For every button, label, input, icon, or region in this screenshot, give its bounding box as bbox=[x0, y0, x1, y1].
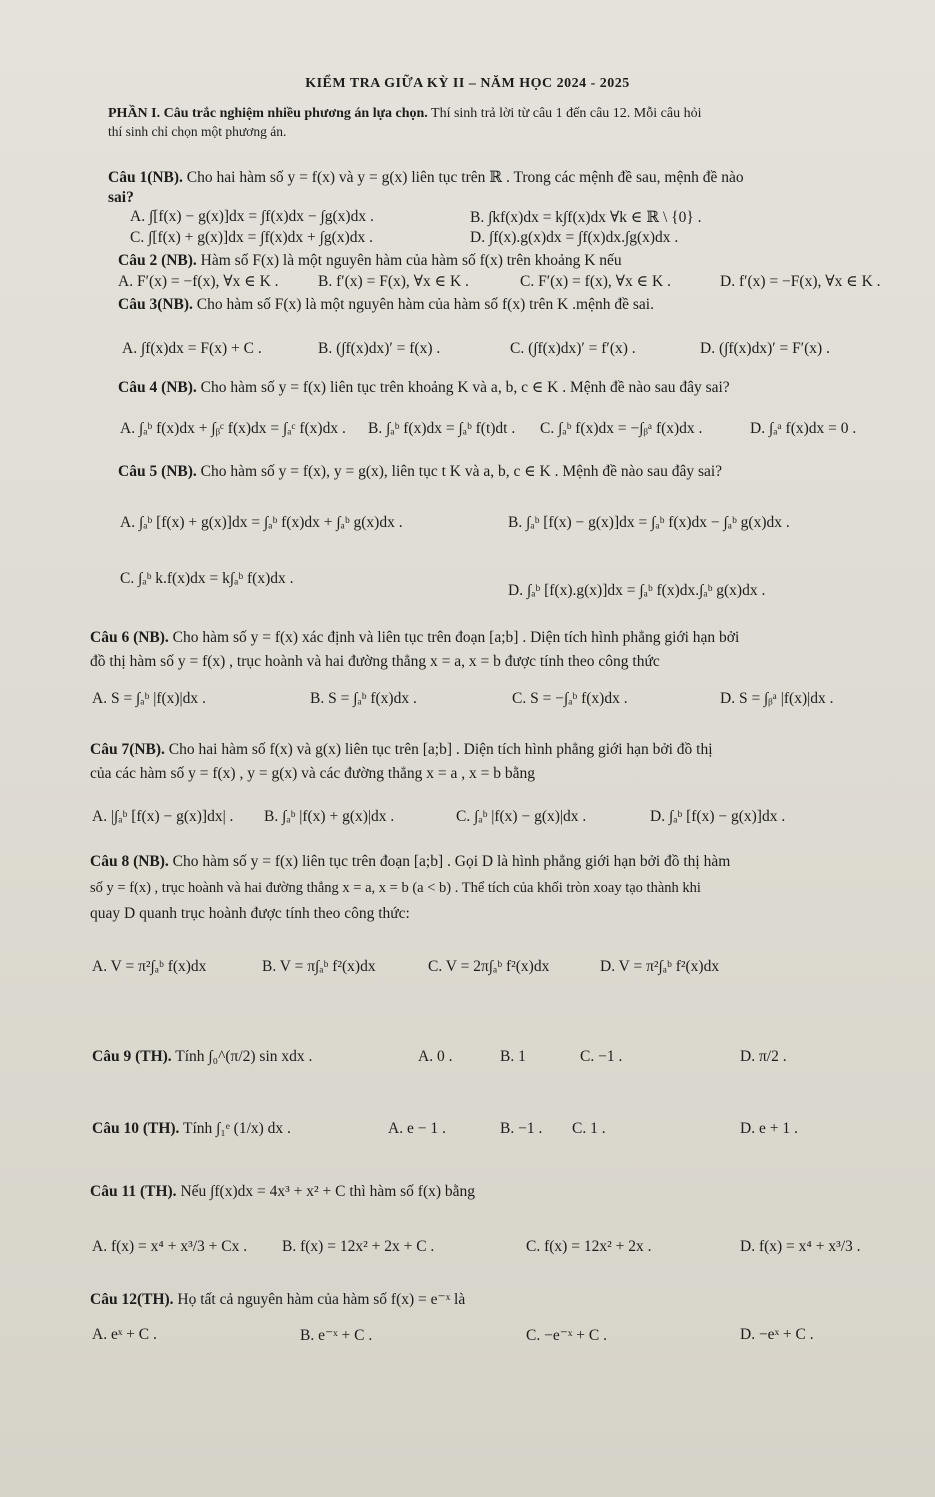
question-5-label: Câu 5 (NB). bbox=[118, 463, 197, 480]
question-11 bbox=[90, 1182, 935, 1202]
question-7-text: Cho hai hàm số f(x) và g(x) liên tục trên [a;b] . Diện tích hình phẳng giới hạn bởi đồ thị bbox=[168, 741, 713, 758]
q7-option-d: D. ∫ₐᵇ [f(x) − g(x)]dx . bbox=[650, 808, 786, 825]
q12-option-b: B. e⁻ˣ + C . bbox=[300, 1327, 373, 1344]
question-12-label: Câu 12(TH). bbox=[90, 1291, 174, 1308]
question-8-text2: số y = f(x) , trục hoành và hai đường thẳng x = a, x = b (a < b) . Thể tích của khối tròn xoay tạo thành khi bbox=[90, 880, 701, 896]
q5-option-c: C. ∫ₐᵇ k.f(x)dx = k∫ₐᵇ f(x)dx . bbox=[120, 570, 294, 587]
question-10 bbox=[92, 1120, 291, 1138]
question-2-label: Câu 2 (NB). bbox=[118, 252, 197, 269]
q10-option-c: C. 1 . bbox=[572, 1120, 606, 1137]
q3-option-d: D. (∫f(x)dx)′ = F′(x) . bbox=[700, 340, 830, 357]
question-3-label: Câu 3(NB). bbox=[118, 296, 193, 313]
q1-option-c: C. ∫[f(x) + g(x)]dx = ∫f(x)dx + ∫g(x)dx . bbox=[130, 229, 373, 246]
question-10-text: Tính ∫₁ᵉ (1/x) dx . bbox=[183, 1120, 291, 1137]
question-7-text2: của các hàm số y = f(x) , y = g(x) và các đường thẳng x = a , x = b bằng bbox=[90, 765, 535, 782]
question-6 bbox=[90, 628, 935, 648]
question-9-label: Câu 9 (TH). bbox=[92, 1048, 172, 1065]
q11-option-d: D. f(x) = x⁴ + x³/3 . bbox=[740, 1238, 861, 1255]
q7-option-b: B. ∫ₐᵇ |f(x) + g(x)|dx . bbox=[264, 808, 395, 825]
question-3-text: Cho hàm số F(x) là một nguyên hàm của hàm số f(x) trên K .mệnh đề sai. bbox=[196, 296, 654, 313]
q11-option-a: A. f(x) = x⁴ + x³/3 + Cx . bbox=[92, 1238, 248, 1255]
q4-option-d: D. ∫ₐᵃ f(x)dx = 0 . bbox=[750, 420, 857, 437]
question-1-text: Cho hai hàm số y = f(x) và y = g(x) liên tục trên ℝ . Trong các mệnh đề sau, mệnh đề nào bbox=[186, 169, 744, 186]
q9-option-b: B. 1 bbox=[500, 1048, 526, 1065]
question-7-label: Câu 7(NB). bbox=[90, 741, 165, 758]
q8-option-c: C. V = 2π∫ₐᵇ f²(x)dx bbox=[428, 958, 550, 975]
q2-option-d: D. f′(x) = −F(x), ∀x ∈ K . bbox=[720, 273, 881, 290]
q12-option-a: A. eˣ + C . bbox=[92, 1326, 157, 1343]
q4-option-b: B. ∫ₐᵇ f(x)dx = ∫ₐᵇ f(t)dt . bbox=[368, 420, 516, 437]
q9-option-d: D. π/2 . bbox=[740, 1048, 787, 1065]
q3-option-a: A. ∫f(x)dx = F(x) + C . bbox=[122, 340, 262, 357]
q4-option-a: A. ∫ₐᵇ f(x)dx + ∫ᵦᶜ f(x)dx = ∫ₐᶜ f(x)dx . bbox=[120, 420, 346, 437]
q8-option-b: B. V = π∫ₐᵇ f²(x)dx bbox=[262, 958, 376, 975]
question-1 bbox=[108, 168, 935, 188]
question-5-text: Cho hàm số y = f(x), y = g(x), liên tục t K và a, b, c ∈ K . Mệnh đề nào sau đây sai? bbox=[200, 463, 723, 480]
question-11-text: Nếu ∫f(x)dx = 4x³ + x² + C thì hàm số f(x) bằng bbox=[180, 1183, 476, 1200]
q8-option-a: A. V = π²∫ₐᵇ f(x)dx bbox=[92, 958, 207, 975]
question-6-text2: đồ thị hàm số y = f(x) , trục hoành và hai đường thẳng x = a, x = b được tính theo công thức bbox=[90, 653, 660, 670]
question-8 bbox=[90, 852, 935, 872]
q11-option-c: C. f(x) = 12x² + 2x . bbox=[526, 1238, 652, 1255]
q7-option-a: A. |∫ₐᵇ [f(x) − g(x)]dx| . bbox=[92, 808, 234, 825]
question-3 bbox=[118, 295, 935, 315]
q5-option-d: D. ∫ₐᵇ [f(x).g(x)]dx = ∫ₐᵇ f(x)dx.∫ₐᵇ g(x)dx . bbox=[508, 582, 766, 599]
q2-option-a: A. F′(x) = −f(x), ∀x ∈ K . bbox=[118, 273, 279, 290]
question-8-label: Câu 8 (NB). bbox=[90, 853, 169, 870]
question-11-label: Câu 11 (TH). bbox=[90, 1183, 177, 1200]
question-9 bbox=[92, 1048, 312, 1066]
question-4-text: Cho hàm số y = f(x) liên tục trên khoảng K và a, b, c ∈ K . Mệnh đề nào sau đây sai? bbox=[200, 379, 730, 396]
q6-option-a: A. S = ∫ₐᵇ |f(x)|dx . bbox=[92, 690, 206, 707]
q9-option-a: A. 0 . bbox=[418, 1048, 453, 1065]
q3-option-b: B. (∫f(x)dx)′ = f(x) . bbox=[318, 340, 441, 357]
q7-option-c: C. ∫ₐᵇ |f(x) − g(x)|dx . bbox=[456, 808, 587, 825]
q6-option-c: C. S = −∫ₐᵇ f(x)dx . bbox=[512, 690, 628, 707]
q1-option-b: B. ∫kf(x)dx = k∫f(x)dx ∀k ∈ ℝ \ {0} . bbox=[470, 209, 702, 226]
q2-option-c: C. F′(x) = f(x), ∀x ∈ K . bbox=[520, 273, 671, 290]
question-12-text: Họ tất cả nguyên hàm của hàm số f(x) = e⁻ˣ là bbox=[177, 1291, 466, 1308]
question-8-text3: quay D quanh trục hoành được tính theo công thức: bbox=[90, 905, 410, 922]
q2-option-b: B. f′(x) = F(x), ∀x ∈ K . bbox=[318, 273, 469, 290]
part-instructions-1: Thí sinh trả lời từ câu 1 đến câu 12. Mỗi câu hỏi bbox=[431, 106, 702, 121]
q4-option-c: C. ∫ₐᵇ f(x)dx = −∫ᵦᵃ f(x)dx . bbox=[540, 420, 703, 437]
question-1-text2: sai? bbox=[108, 189, 134, 206]
question-8-text: Cho hàm số y = f(x) liên tục trên đoạn [a;b] . Gọi D là hình phẳng giới hạn bởi đồ thị hàm bbox=[172, 853, 731, 870]
q10-option-d: D. e + 1 . bbox=[740, 1120, 798, 1137]
question-7 bbox=[90, 740, 935, 760]
q11-option-b: B. f(x) = 12x² + 2x + C . bbox=[282, 1238, 435, 1255]
exam-title: KIỂM TRA GIỮA KỲ II – NĂM HỌC 2024 - 2025 bbox=[305, 76, 630, 91]
q6-option-d: D. S = ∫ᵦᵃ |f(x)|dx . bbox=[720, 690, 834, 707]
q5-option-a: A. ∫ₐᵇ [f(x) + g(x)]dx = ∫ₐᵇ f(x)dx + ∫ₐᵇ g(x)dx . bbox=[120, 514, 403, 531]
question-5 bbox=[118, 462, 935, 482]
q9-option-c: C. −1 . bbox=[580, 1048, 623, 1065]
q1-option-d: D. ∫f(x).g(x)dx = ∫f(x)dx.∫g(x)dx . bbox=[470, 229, 679, 246]
q12-option-c: C. −e⁻ˣ + C . bbox=[526, 1327, 607, 1344]
question-12 bbox=[90, 1290, 935, 1310]
q1-option-a: A. ∫[f(x) − g(x)]dx = ∫f(x)dx − ∫g(x)dx . bbox=[130, 208, 374, 225]
q8-option-d: D. V = π²∫ₐᵇ f²(x)dx bbox=[600, 958, 720, 975]
part-heading: PHẦN I. Câu trắc nghiệm nhiều phương án lựa chọn. bbox=[108, 106, 428, 121]
question-6-label: Câu 6 (NB). bbox=[90, 629, 169, 646]
q6-option-b: B. S = ∫ₐᵇ f(x)dx . bbox=[310, 690, 417, 707]
question-10-label: Câu 10 (TH). bbox=[92, 1120, 180, 1137]
question-6-text: Cho hàm số y = f(x) xác định và liên tục trên đoạn [a;b] . Diện tích hình phẳng giới hạn bởi bbox=[172, 629, 740, 646]
q5-option-b: B. ∫ₐᵇ [f(x) − g(x)]dx = ∫ₐᵇ f(x)dx − ∫ₐᵇ g(x)dx . bbox=[508, 514, 790, 531]
question-4 bbox=[118, 378, 935, 398]
part-instructions-2: thí sinh chỉ chọn một phương án. bbox=[108, 124, 287, 139]
part-heading-line bbox=[108, 104, 935, 124]
question-2-text: Hàm số F(x) là một nguyên hàm của hàm số f(x) trên khoảng K nếu bbox=[200, 252, 622, 269]
q10-option-a: A. e − 1 . bbox=[388, 1120, 446, 1137]
question-1-label: Câu 1(NB). bbox=[108, 169, 183, 186]
q3-option-c: C. (∫f(x)dx)′ = f′(x) . bbox=[510, 340, 636, 357]
q12-option-d: D. −eˣ + C . bbox=[740, 1326, 814, 1343]
q10-option-b: B. −1 . bbox=[500, 1120, 543, 1137]
question-2 bbox=[118, 251, 935, 271]
question-4-label: Câu 4 (NB). bbox=[118, 379, 197, 396]
question-9-text: Tính ∫₀^(π/2) sin xdx . bbox=[175, 1048, 313, 1065]
